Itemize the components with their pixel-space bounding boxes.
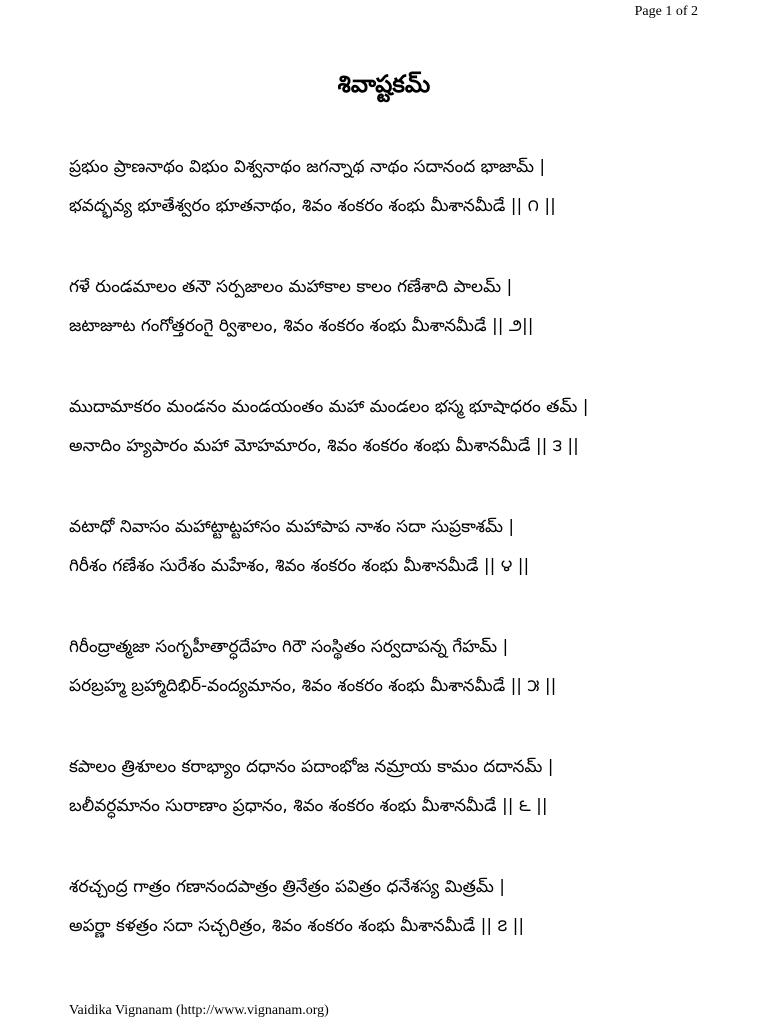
verse-line: ముదామాకరం మండనం మండయంతం మహా మండలం భస్మ భూషాధరం తమ్ | xyxy=(69,397,589,417)
verse-line: భవద్భవ్య భూతేశ్వరం భూతనాథం, శివం శంకరం శంభు మీశానమీడే || ౧ || xyxy=(69,196,556,216)
footer-source: Vaidika Vignanam (http://www.vignanam.org) xyxy=(69,1003,329,1018)
verse-5 xyxy=(69,628,709,706)
verse-2 xyxy=(69,268,709,346)
verse-line: అపర్ణా కళత్రం సదా సచ్చరిత్రం, శివం శంకరం శంభు మీశానమీడే || ౭ || xyxy=(69,916,525,936)
verse-list xyxy=(69,148,709,988)
verse-4 xyxy=(69,508,709,586)
verse-line: పరబ్రహ్మ బ్రహ్మాదిభిర్-వంద్యమానం, శివం శంకరం శంభు మీశానమీడే || ౫ || xyxy=(69,676,557,696)
verse-line: బలీవర్ధమానం సురాణాం ప్రధానం, శివం శంకరం శంభు మీశానమీడే || ౬ || xyxy=(69,796,548,816)
verse-line: అనాదిం హ్యపారం మహా మోహమారం, శివం శంకరం శంభు మీశానమీడే || ౩ || xyxy=(69,436,579,456)
verse-3 xyxy=(69,388,709,466)
verse-1 xyxy=(69,148,709,226)
verse-line: శరచ్చంద్ర గాత్రం గణానందపాత్రం త్రినేత్రం పవిత్రం ధనేశస్య మిత్రమ్ | xyxy=(69,877,505,897)
verse-line: గిరీంద్రాత్మజా సంగృహీతార్ధదేహం గిరౌ సంస్థితం సర్వదాపన్న గేహమ్ | xyxy=(69,637,509,657)
page-number: Page 1 of 2 xyxy=(634,4,698,19)
page-title: శివాష్టకమ్ xyxy=(337,70,431,98)
verse-6 xyxy=(69,748,709,826)
verse-line: గిరీశం గణేశం సురేశం మహేశం, శివం శంకరం శంభు మీశానమీడే || ౪ || xyxy=(69,556,530,576)
verse-line: జటాజూట గంగోత్తరంగై ర్విశాలం, శివం శంకరం శంభు మీశానమీడే || ౨|| xyxy=(69,316,534,336)
verse-line: ప్రభుం ప్రాణనాథం విభుం విశ్వనాథం జగన్నాథ నాథం సదానంద భాజామ్ | xyxy=(69,157,546,177)
verse-line: గళే రుండమాలం తనౌ సర్పజాలం మహాకాల కాలం గణేశాది పాలమ్ | xyxy=(69,277,513,297)
verse-7 xyxy=(69,868,709,946)
verse-line: వటాధో నివాసం మహాట్టాట్టహాసం మహాపాప నాశం సదా సుప్రకాశమ్ | xyxy=(69,517,515,537)
verse-line: కపాలం త్రిశూలం కరాభ్యాం దధానం పదాంభోజ నమ్రాయ కామం దదానమ్ | xyxy=(69,757,554,777)
